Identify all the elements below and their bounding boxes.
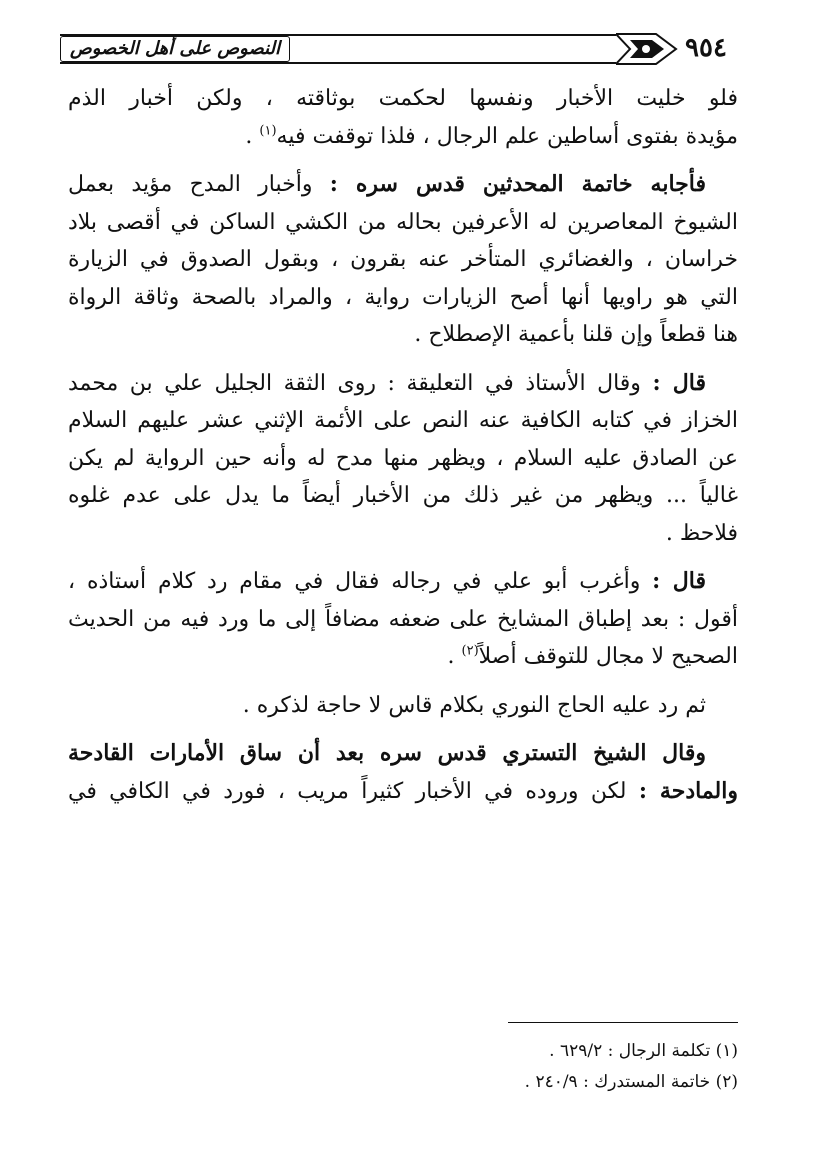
footnote-1: (١) تكلمة الرجال : ٦٢٩/٢ .: [549, 1041, 738, 1061]
footnote-2: (٢) خاتمة المستدرك : ٢٤٠/٩ .: [524, 1072, 738, 1092]
text-line: [68, 166, 738, 204]
text-segment: وأخبار المدح مؤيد بعمل: [68, 172, 330, 197]
header-ornament-icon: [616, 30, 682, 68]
text-segment: وقال الأستاذ في التعليقة : روى الثقة الجليل علي بن محمد: [68, 370, 653, 396]
text-segment: الصحيح لا مجال للتوقف أصلاً: [478, 644, 738, 669]
footnotes: [238, 1036, 738, 1098]
footnote-ref-2: (٢): [461, 643, 479, 659]
paragraph-lead: فأجابه خاتمة المحدثين قدس سره :: [329, 171, 706, 197]
text-line: عن الصادق عليه السلام ، ويظهر منها مدح له وأنه حين الرواية لم يكن: [68, 445, 738, 471]
footnote-separator: [508, 1022, 738, 1023]
paragraph-3: [68, 365, 738, 553]
paragraph-lead: قال :: [652, 568, 707, 594]
text-line: خراسان ، والغضائري المتأخر عنه بقرون ، وبقول الصدوق في الزيارة: [68, 247, 738, 272]
text-segment: وأغرب أبو علي في رجاله فقال في مقام رد كلام أستاذه ،: [68, 569, 653, 594]
text-line: [68, 638, 738, 676]
text-line: [68, 735, 738, 773]
page-header: [60, 28, 736, 72]
body-text: [68, 80, 738, 821]
text-line: [68, 773, 738, 811]
paragraph-5: [68, 687, 738, 725]
text-line: [68, 118, 738, 156]
paragraph-lead: والمادحة :: [638, 777, 738, 804]
text-line: فلاحظ .: [665, 520, 738, 546]
text-line: أقول : بعد إطباق المشايخ على ضعفه مضافاً إلى ما ورد فيه من الحديث: [68, 606, 738, 632]
paragraph-6: [68, 735, 738, 810]
text-line: فلو خليت الأخبار ونفسها لحكمت بوثاقته ، ولكن أخبار الذم: [68, 86, 738, 111]
paragraph-4: [68, 563, 738, 676]
text-line: [68, 563, 738, 601]
text-segment: لكن وروده في الأخبار كثيراً مريب ، فورد في الكافي في: [68, 778, 639, 804]
running-title: النصوص على أهل الخصوص: [60, 36, 290, 62]
paragraph-2: [68, 166, 738, 354]
text-segment: .: [447, 644, 462, 669]
footnote-ref-1: (١): [259, 123, 277, 139]
text-line: الشيوخ المعاصرين له الأعرفين بحاله من الكشي الساكن في أقصى بلاد: [68, 209, 738, 235]
paragraph-lead: وقال الشيخ التستري قدس سره بعد أن ساق الأمارات القادحة: [68, 740, 706, 766]
text-line: [68, 365, 738, 403]
text-line: الخزاز في كتابه الكافية عنه النص على الأئمة الإثني عشر عليهم السلام: [68, 408, 738, 433]
text-line: هنا قطعاً وإن قلنا بأعمية الإصطلاح .: [414, 322, 738, 347]
paragraph-lead: قال :: [652, 369, 706, 396]
text-line: غالياً ... ويظهر من غير ذلك من الأخبار أيضاً ما يدل على عدم غلوه: [68, 483, 738, 508]
text-segment: مؤيدة بفتوى أساطين علم الرجال ، فلذا توقفت فيه: [276, 123, 738, 149]
header-rule-bottom: [60, 62, 616, 64]
text-line: ثم رد عليه الحاج النوري بكلام قاس لا حاجة لذكره .: [242, 692, 706, 718]
paragraph-1: [68, 80, 738, 155]
page-number: ٩٥٤: [685, 33, 727, 63]
text-line: التي هو راويها أنها أصح الزيارات رواية ، والمراد بالصحة وثاقة الرواة: [68, 284, 738, 310]
text-segment: .: [245, 123, 260, 149]
